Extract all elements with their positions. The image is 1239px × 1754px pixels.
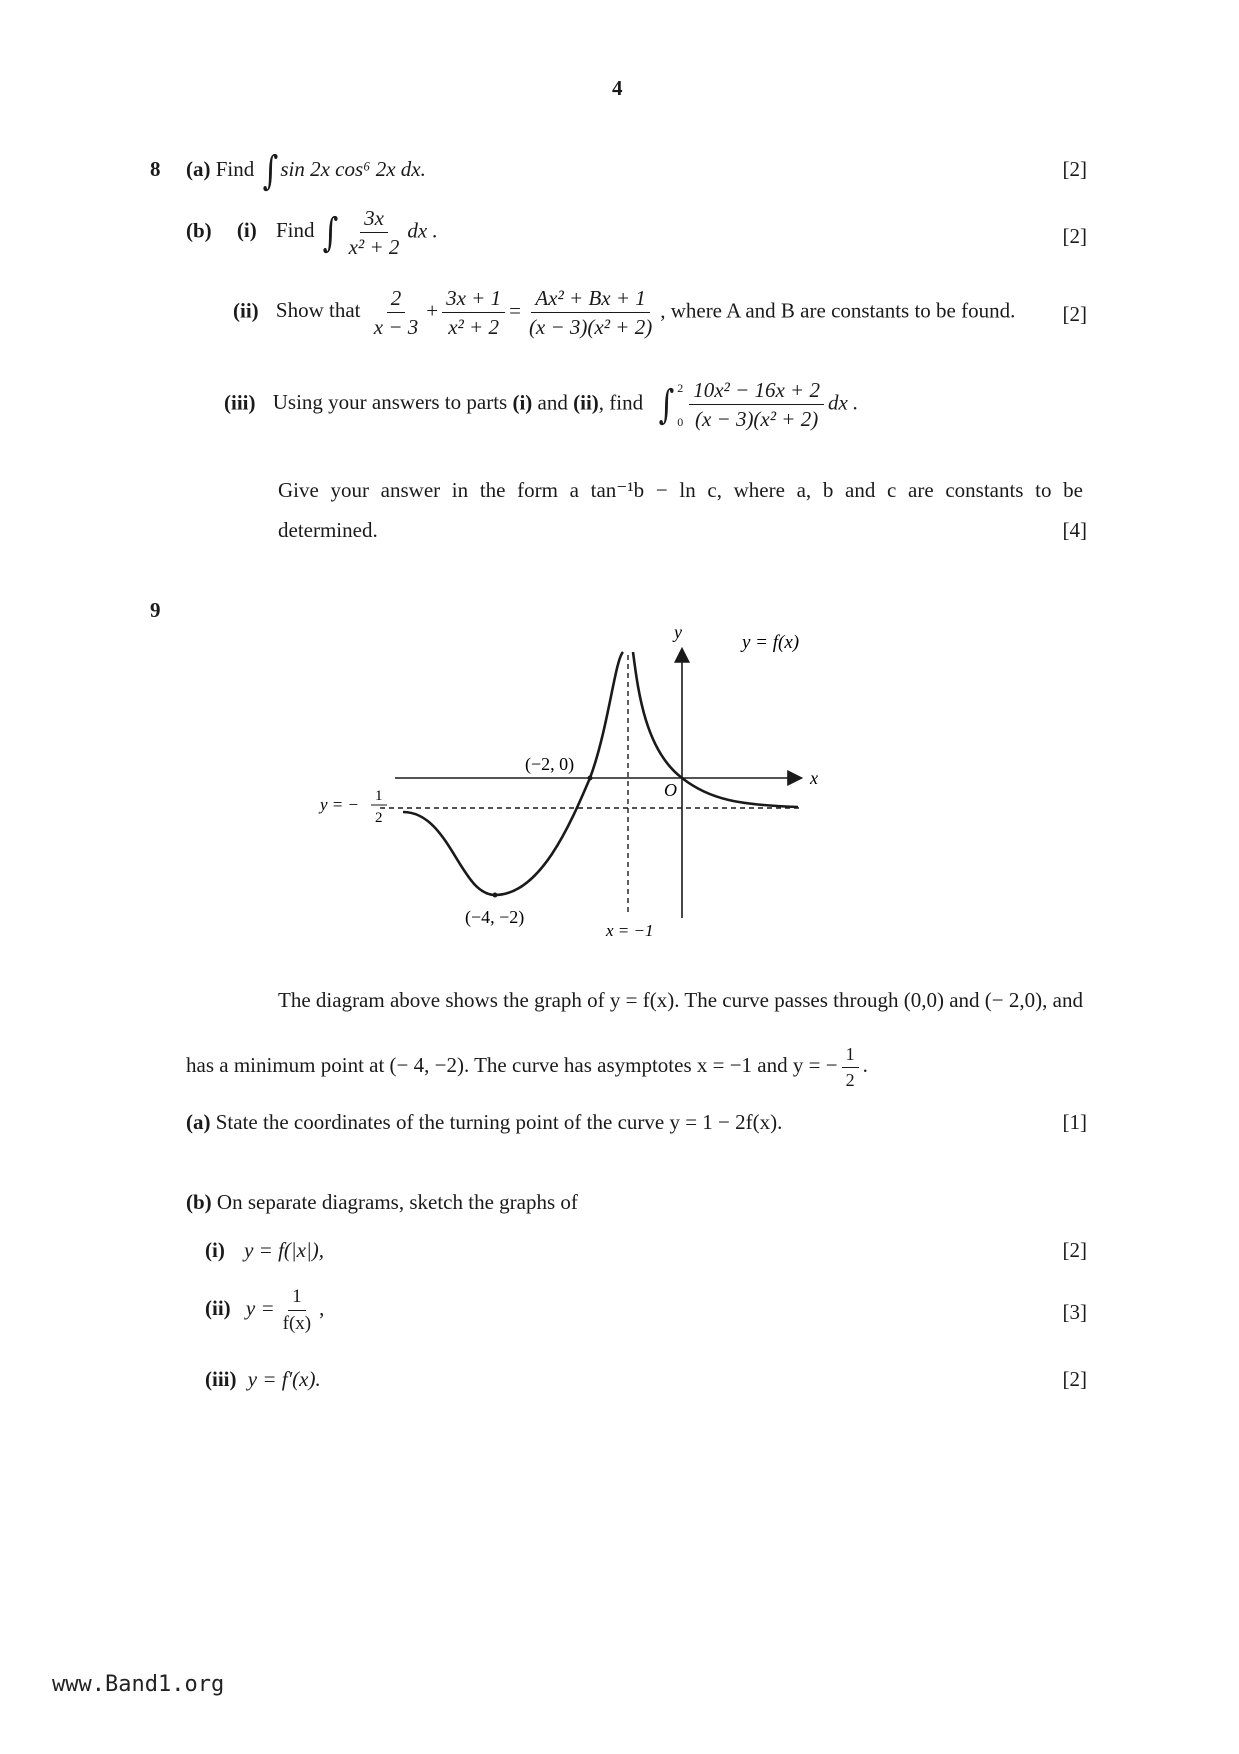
q9bi-label: (i) — [205, 1238, 225, 1262]
q9a-marks: [1] — [1062, 1110, 1087, 1134]
q9b-i — [205, 1238, 324, 1263]
q8a — [186, 148, 426, 194]
q9bii-label: (ii) — [205, 1296, 231, 1321]
q8biii-text-before: Using your answers to parts — [272, 390, 508, 415]
q8bi-marks: [2] — [1062, 224, 1087, 248]
plus-sign: + — [426, 298, 439, 323]
horizontal-asymptote-denominator: 2 — [375, 810, 383, 826]
q8biii-dx: dx . — [827, 390, 859, 415]
f2-denominator: x² + 2 — [448, 315, 499, 340]
q9bii-numerator: 1 — [288, 1286, 306, 1311]
integral-sign: ∫ — [262, 148, 278, 194]
integral-limits — [677, 382, 683, 428]
q8bii-fraction-rhs — [525, 286, 656, 339]
question-number-9: 9 — [150, 598, 161, 622]
q8b-i — [186, 206, 438, 259]
horizontal-asymptote-numerator: 1 — [375, 788, 383, 804]
q8bii-fraction-1 — [370, 286, 423, 339]
q8bi-fraction — [345, 206, 404, 259]
q8bii-text: Show that — [275, 298, 361, 323]
q8bii-after: , where A and B are constants to be found. — [660, 298, 1016, 323]
rhs-numerator: Ax² + Bx + 1 — [531, 286, 649, 313]
q8b-label: (b) — [186, 218, 212, 243]
definite-integral-sign: ∫ — [658, 381, 675, 428]
q9b-iii — [205, 1367, 321, 1392]
q8bi-denominator: x² + 2 — [348, 235, 400, 260]
q9a — [186, 1110, 782, 1135]
q8a-label: (a) — [186, 156, 211, 181]
page-number: 4 — [612, 76, 623, 100]
q9-description-line-2 — [186, 1044, 868, 1090]
q9b-ii — [205, 1286, 324, 1335]
q9biii-marks: [2] — [1062, 1367, 1087, 1391]
origin-label: O — [664, 780, 677, 800]
footer-website[interactable]: www.Band1.org — [52, 1672, 225, 1697]
equals-sign: = — [509, 298, 521, 323]
q9-half-fraction — [842, 1044, 859, 1090]
q9bii-denominator: f(x) — [282, 1312, 312, 1334]
q9a-text: State the coordinates of the turning point of the curve y = 1 − 2f(x). — [215, 1110, 783, 1134]
q8biii-label: (iii) — [224, 390, 256, 415]
q9biii-label: (iii) — [205, 1367, 237, 1391]
upper-limit: 2 — [677, 380, 684, 395]
q9bii-text: y = — [245, 1296, 275, 1321]
root-point — [588, 776, 593, 781]
q8biii-marks: [4] — [1062, 518, 1087, 542]
q8biii-and: and — [537, 390, 568, 415]
q9b — [186, 1190, 578, 1215]
q8a-integrand: sin 2x cos⁶ 2x dx. — [280, 156, 426, 181]
q9bi-text: y = f(|x|), — [244, 1238, 325, 1262]
q9-description-line-1: The diagram above shows the graph of y = f(x). The curve passes through (0,0) and (− 2,0), and — [278, 988, 1083, 1012]
q8bii-marks: [2] — [1062, 302, 1087, 326]
q8biii-fraction — [689, 378, 824, 431]
q8a-text: Find — [215, 156, 255, 181]
q9bii-marks: [3] — [1062, 1300, 1087, 1324]
f2-numerator: 3x + 1 — [442, 286, 505, 313]
root-point-label: (−2, 0) — [525, 754, 575, 774]
q8bi-dx: dx . — [407, 218, 438, 243]
q8bi-text: Find — [276, 218, 315, 243]
f1-numerator: 2 — [387, 286, 406, 313]
q8biii-ref-ii: (ii) — [573, 390, 599, 415]
q8biii-denominator: (x − 3)(x² + 2) — [694, 407, 819, 432]
q8bi-numerator: 3x — [360, 206, 388, 233]
graph-y-equals-f-of-x — [300, 600, 840, 950]
q9biii-text: y = f′(x). — [247, 1367, 321, 1391]
half-denominator: 2 — [845, 1069, 855, 1090]
q8biii-text-after: , find — [598, 390, 644, 415]
minimum-point-label: (−4, −2) — [465, 907, 525, 927]
q9-description-end: . — [862, 1053, 868, 1077]
q8biii-instruction-line-2: determined. — [278, 518, 378, 542]
curve-left-branch — [403, 652, 623, 895]
q8bi-label: (i) — [236, 218, 257, 243]
curve-label: y = f(x) — [742, 632, 800, 653]
q9bii-fraction — [279, 1286, 315, 1335]
q9b-text: On separate diagrams, sketch the graphs of — [216, 1190, 578, 1214]
q9bi-marks: [2] — [1062, 1238, 1087, 1262]
minimum-point — [493, 893, 498, 898]
q8biii-instruction-line: Give your answer in the form a tan⁻¹b − ln c, where a, b and c are constants to be — [278, 478, 1083, 502]
integral-sign: ∫ — [322, 209, 339, 256]
vertical-asymptote-label: x = −1 — [606, 921, 654, 940]
q8b-ii — [233, 286, 1015, 339]
q8bii-fraction-2 — [442, 286, 505, 339]
q8biii-ref-i: (i) — [512, 390, 533, 415]
q8biii-numerator: 10x² − 16x + 2 — [689, 378, 824, 405]
q9-description-line-2-text: has a minimum point at (− 4, −2). The curve has asymptotes x = −1 and y = − — [186, 1053, 838, 1077]
half-numerator: 1 — [842, 1044, 859, 1068]
x-axis-label: x — [810, 768, 818, 788]
q8b-iii — [224, 378, 858, 431]
f1-denominator: x − 3 — [373, 315, 419, 340]
y-axis-label: y — [674, 622, 682, 642]
lower-limit: 0 — [677, 414, 684, 429]
q9b-label: (b) — [186, 1190, 212, 1214]
q8a-marks: [2] — [1062, 157, 1087, 181]
rhs-denominator: (x − 3)(x² + 2) — [528, 315, 653, 340]
horizontal-asymptote-label: y = − — [320, 795, 359, 814]
q9a-label: (a) — [186, 1110, 211, 1134]
question-number-8: 8 — [150, 157, 161, 181]
curve-right-branch — [633, 652, 798, 807]
q8bii-label: (ii) — [233, 298, 259, 323]
q9bii-comma: , — [319, 1296, 325, 1321]
